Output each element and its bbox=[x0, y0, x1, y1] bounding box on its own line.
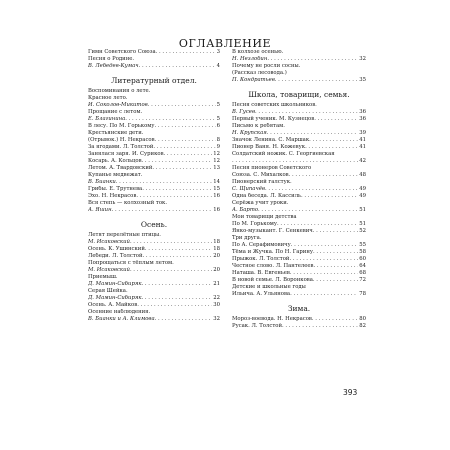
entry-title: В колхозе осенью. bbox=[232, 49, 284, 55]
toc-entry bbox=[232, 316, 366, 323]
leader-dots bbox=[136, 193, 212, 200]
toc-entry bbox=[88, 63, 220, 70]
entry-title: Воспоминания о лете. bbox=[88, 88, 151, 94]
toc-line bbox=[88, 274, 220, 281]
leader-dots bbox=[137, 302, 212, 309]
entry-page-number: 22 bbox=[213, 295, 220, 301]
toc-entry bbox=[88, 151, 220, 158]
entry-page-number: 58 bbox=[359, 249, 366, 255]
leader-dots bbox=[155, 316, 213, 323]
entry-title: Приемыш. bbox=[88, 274, 118, 280]
entry-page-number: 12 bbox=[213, 151, 220, 157]
entry-title: Е. Благинина bbox=[88, 116, 126, 122]
entry-title: Песня советских школьников. bbox=[232, 102, 317, 108]
toc-entry bbox=[232, 228, 366, 235]
leader-dots bbox=[139, 63, 216, 70]
entry-title: Д. Мамин-Сибиряк bbox=[88, 295, 142, 301]
entry-title: Песня пионеров Советского bbox=[232, 165, 312, 171]
entry-title: Эхо. Н. Некрасов bbox=[88, 193, 137, 199]
leader-dots bbox=[125, 116, 215, 123]
entry-page-number: 51 bbox=[359, 207, 366, 213]
leader-dots bbox=[290, 270, 358, 277]
entry-title: Грибы. Е. Трутнева bbox=[88, 186, 143, 192]
entry-title: В. Бианки и А. Климова bbox=[88, 316, 155, 322]
entry-title: Янко-музыкант. Г. Сенкевич bbox=[232, 228, 313, 234]
spacer bbox=[88, 70, 220, 73]
toc-entry bbox=[232, 186, 366, 193]
leader-dots bbox=[116, 179, 212, 186]
leader-dots bbox=[142, 158, 213, 165]
toc-line bbox=[232, 165, 366, 172]
section-heading: Осень. bbox=[140, 220, 168, 229]
toc-entry bbox=[88, 158, 220, 165]
entry-title: Н. Крупская bbox=[232, 130, 267, 136]
toc-line bbox=[232, 63, 366, 70]
entry-title: П. Кондратьев bbox=[232, 77, 275, 83]
entry-title: Пионерский галстук. bbox=[232, 179, 292, 185]
entry-page-number: 21 bbox=[213, 281, 220, 287]
toc-line bbox=[88, 200, 220, 207]
toc-entry bbox=[232, 263, 366, 270]
toc-entry bbox=[232, 256, 366, 263]
toc-line bbox=[232, 151, 366, 158]
toc-entry bbox=[232, 144, 366, 151]
entry-title: В. Бианки bbox=[88, 179, 116, 185]
leader-dots bbox=[265, 186, 358, 193]
entry-title: Осенние наблюдения. bbox=[88, 309, 151, 315]
entry-page-number: 15 bbox=[213, 186, 220, 192]
toc-line bbox=[88, 130, 220, 137]
entry-title: М. Исаковский bbox=[88, 267, 130, 273]
entry-page-number: 48 bbox=[359, 172, 366, 178]
toc-entry bbox=[88, 193, 220, 200]
leader-dots bbox=[152, 165, 212, 172]
leader-dots bbox=[314, 116, 358, 123]
entry-page-number: 6 bbox=[216, 123, 220, 129]
toc-entry bbox=[232, 270, 366, 277]
toc-line bbox=[88, 88, 220, 95]
entry-title: И. Соколов-Микитов bbox=[88, 102, 148, 108]
toc-line bbox=[232, 49, 366, 56]
entry-title: Первый ученик. М. Кузнецов bbox=[232, 116, 315, 122]
entry-title: Занялася заря. И. Суриков bbox=[88, 151, 164, 157]
leader-dots bbox=[267, 56, 358, 63]
toc-entry bbox=[232, 277, 366, 284]
leader-dots bbox=[282, 323, 358, 330]
entry-title: Письмо к ребятам. bbox=[232, 123, 285, 129]
entry-page-number: 32 bbox=[359, 56, 366, 62]
toc-line bbox=[232, 284, 366, 291]
entry-title: Серая Шейка. bbox=[88, 288, 128, 294]
entry-title: Русак. Л. Толстой bbox=[232, 323, 282, 329]
entry-page-number: 9 bbox=[216, 144, 220, 150]
leader-dots bbox=[142, 281, 213, 288]
toc-line bbox=[88, 95, 220, 102]
entry-title: Летом. А. Твардовский bbox=[88, 165, 153, 171]
entry-page-number: 36 bbox=[359, 116, 366, 122]
entry-page-number: 78 bbox=[359, 291, 366, 297]
entry-title: Крестьянские дети. bbox=[88, 130, 144, 136]
entry-title: Одна беседа. Л. Кассиль bbox=[232, 193, 301, 199]
toc-entry bbox=[232, 172, 366, 179]
leader-dots bbox=[145, 246, 212, 253]
entry-title: Наташа. В. Евгеньев bbox=[232, 270, 290, 276]
leader-dots bbox=[313, 228, 358, 235]
entry-page-number: 8 bbox=[216, 137, 220, 143]
entry-page-number: 60 bbox=[359, 256, 366, 262]
leader-dots bbox=[291, 242, 359, 249]
toc-entry bbox=[232, 221, 366, 228]
toc-entry bbox=[232, 137, 366, 144]
leader-dots bbox=[232, 158, 358, 165]
toc-entry bbox=[232, 130, 366, 137]
entry-title: Вся степь — колхозный ток. bbox=[88, 200, 167, 206]
entry-page-number: 49 bbox=[359, 193, 366, 199]
entry-page-number: 36 bbox=[359, 109, 366, 115]
toc-line bbox=[88, 172, 220, 179]
leader-dots bbox=[156, 49, 216, 56]
entry-page-number: 20 bbox=[213, 267, 220, 273]
entry-title: Прощание с летом. bbox=[88, 109, 143, 115]
entry-title: Красное лето. bbox=[88, 95, 128, 101]
toc-left-column bbox=[88, 49, 220, 323]
entry-title: Н. Незлобин bbox=[232, 56, 268, 62]
leader-dots bbox=[313, 249, 358, 256]
entry-title: Детские и школьные годы bbox=[232, 284, 306, 290]
entry-page-number: 14 bbox=[213, 179, 220, 185]
toc-line bbox=[232, 200, 366, 207]
leader-dots bbox=[164, 151, 213, 158]
entry-page-number: 41 bbox=[359, 144, 366, 150]
entry-title: В новой семье. Л. Воронкова bbox=[232, 277, 313, 283]
entry-title: (Рассказ лесовода.) bbox=[232, 70, 287, 76]
leader-dots bbox=[153, 144, 215, 151]
entry-title: Гимн Советского Союза bbox=[88, 49, 156, 55]
toc-entry bbox=[88, 295, 220, 302]
entry-page-number: 30 bbox=[213, 302, 220, 308]
entry-page-number: 72 bbox=[359, 277, 366, 283]
toc-entry bbox=[232, 291, 366, 298]
entry-title: Честное слово. Л. Пантелеев bbox=[232, 263, 314, 269]
spacer bbox=[232, 84, 366, 87]
leader-dots bbox=[143, 253, 213, 260]
toc-entry bbox=[88, 179, 220, 186]
section-heading: Школа, товарищи, семья. bbox=[248, 90, 350, 99]
leader-dots bbox=[142, 186, 212, 193]
page-number: 393 bbox=[343, 388, 358, 397]
toc-entry bbox=[88, 281, 220, 288]
entry-page-number: 49 bbox=[359, 186, 366, 192]
toc-entry bbox=[232, 158, 366, 165]
leader-dots bbox=[148, 102, 216, 109]
entry-title: Д. Мамин-Сибиряк bbox=[88, 281, 142, 287]
leader-dots bbox=[301, 193, 358, 200]
entry-title: Лебеди. Л. Толстой bbox=[88, 253, 143, 259]
entry-page-number: 20 bbox=[213, 253, 220, 259]
toc-line bbox=[232, 214, 366, 221]
entry-page-number: 18 bbox=[213, 246, 220, 252]
entry-title: Купанье медвежат. bbox=[88, 172, 143, 178]
leader-dots bbox=[275, 77, 358, 84]
leader-dots bbox=[112, 207, 213, 214]
entry-title: Косарь. А. Кольцов bbox=[88, 158, 142, 164]
toc-entry bbox=[88, 123, 220, 130]
toc-line bbox=[88, 288, 220, 295]
section-heading: Литературный отдел. bbox=[111, 76, 197, 85]
toc-line bbox=[88, 109, 220, 116]
toc-line bbox=[88, 232, 220, 239]
entry-title: Союза. С. Михалков bbox=[232, 172, 289, 178]
toc-entry bbox=[232, 207, 366, 214]
toc-line bbox=[232, 179, 366, 186]
entry-title: Три друга. bbox=[232, 235, 262, 241]
entry-title: Солдатский ножик. С. Георгиевская bbox=[232, 151, 335, 157]
toc-entry bbox=[88, 144, 220, 151]
toc-entry bbox=[88, 253, 220, 260]
toc-line bbox=[88, 309, 220, 316]
entry-title: Мороз-воевода. Н. Некрасов bbox=[232, 316, 312, 322]
entry-title: М. Исаковский bbox=[88, 239, 130, 245]
entry-title: Осень. К. Ушинский bbox=[88, 246, 145, 252]
entry-page-number: 51 bbox=[359, 221, 366, 227]
leader-dots bbox=[290, 291, 358, 298]
entry-page-number: 68 bbox=[359, 270, 366, 276]
entry-page-number: 16 bbox=[213, 193, 220, 199]
toc-entry bbox=[88, 207, 220, 214]
entry-page-number: 80 bbox=[359, 316, 366, 322]
entry-page-number: 18 bbox=[213, 239, 220, 245]
toc-entry bbox=[88, 165, 220, 172]
entry-title: Ильича. А. Ульянова bbox=[232, 291, 291, 297]
leader-dots bbox=[289, 172, 359, 179]
entry-page-number: 35 bbox=[359, 77, 366, 83]
toc-entry bbox=[88, 246, 220, 253]
entry-page-number: 12 bbox=[213, 158, 220, 164]
leader-dots bbox=[313, 277, 358, 284]
entry-page-number: 32 bbox=[213, 316, 220, 322]
toc-right-column bbox=[232, 49, 366, 330]
leader-dots bbox=[258, 207, 358, 214]
toc-entry bbox=[88, 267, 220, 274]
section-heading: Зима. bbox=[287, 304, 311, 313]
toc-line bbox=[232, 235, 366, 242]
entry-title: Попрощаться с тёплым летом. bbox=[88, 260, 174, 266]
leader-dots bbox=[305, 144, 358, 151]
page-title: ОГЛАВЛЕНИЕ bbox=[178, 37, 272, 50]
entry-title: За ягодами. Л. Толстой bbox=[88, 144, 154, 150]
toc-entry bbox=[88, 102, 220, 109]
entry-page-number: 5 bbox=[216, 116, 220, 122]
leader-dots bbox=[289, 256, 358, 263]
entry-title: Песня о Родине. bbox=[88, 56, 135, 62]
toc-entry bbox=[88, 186, 220, 193]
toc-entry bbox=[88, 116, 220, 123]
spacer bbox=[88, 214, 220, 217]
entry-page-number: 4 bbox=[216, 63, 220, 69]
toc-line bbox=[232, 102, 366, 109]
entry-page-number: 55 bbox=[359, 242, 366, 248]
entry-title: В. Лебедев-Кумач bbox=[88, 63, 139, 69]
entry-title: (Отрывок.) Н. Некрасов bbox=[88, 137, 155, 143]
entry-page-number: 13 bbox=[213, 165, 220, 171]
entry-title: Прыжок. Л. Толстой bbox=[232, 256, 290, 262]
leader-dots bbox=[309, 137, 358, 144]
entry-title: Осень. А. Майков bbox=[88, 302, 138, 308]
entry-title: Значок Ленина. С. Маршак bbox=[232, 137, 310, 143]
leader-dots bbox=[142, 295, 213, 302]
leader-dots bbox=[155, 137, 216, 144]
toc-line bbox=[88, 56, 220, 63]
toc-entry bbox=[88, 316, 220, 323]
toc-entry bbox=[232, 116, 366, 123]
entry-title: Тёма и Жучка. По Н. Гарину bbox=[232, 249, 313, 255]
leader-dots bbox=[155, 123, 216, 130]
entry-page-number: 5 bbox=[216, 102, 220, 108]
entry-page-number: 3 bbox=[216, 49, 220, 55]
entry-title: Серёжа учит уроки. bbox=[232, 200, 289, 206]
toc-line bbox=[232, 123, 366, 130]
entry-page-number: 16 bbox=[213, 207, 220, 213]
entry-title: В. Гусев bbox=[232, 109, 256, 115]
entry-title: Летят перелётные птицы. bbox=[88, 232, 161, 238]
entry-title: По А. Серафимовичу bbox=[232, 242, 291, 248]
toc-line bbox=[88, 260, 220, 267]
toc-entry bbox=[232, 56, 366, 63]
leader-dots bbox=[277, 221, 358, 228]
entry-title: Пионер Ваня. Н. Кожевук bbox=[232, 144, 306, 150]
leader-dots bbox=[130, 267, 212, 274]
spacer bbox=[232, 298, 366, 301]
entry-page-number: 42 bbox=[359, 158, 366, 164]
entry-title: Почему не росли сосны. bbox=[232, 63, 301, 69]
toc-entry bbox=[232, 242, 366, 249]
toc-entry bbox=[232, 77, 366, 84]
entry-title: В лесу. По М. Горькому bbox=[88, 123, 155, 129]
toc-entry bbox=[88, 137, 220, 144]
entry-title: А. Яшин bbox=[88, 207, 112, 213]
toc-entry bbox=[232, 193, 366, 200]
toc-entry bbox=[232, 323, 366, 330]
toc-entry bbox=[88, 302, 220, 309]
leader-dots bbox=[267, 130, 358, 137]
entry-title: Мои товарищи детства bbox=[232, 214, 297, 220]
entry-title: По М. Горькому bbox=[232, 221, 277, 227]
leader-dots bbox=[255, 109, 358, 116]
toc-entry bbox=[88, 49, 220, 56]
entry-page-number: 64 bbox=[359, 263, 366, 269]
leader-dots bbox=[312, 316, 358, 323]
toc-entry bbox=[232, 249, 366, 256]
toc-entry bbox=[88, 239, 220, 246]
entry-page-number: 39 bbox=[359, 130, 366, 136]
entry-page-number: 82 bbox=[359, 323, 366, 329]
leader-dots bbox=[130, 239, 212, 246]
entry-page-number: 41 bbox=[359, 137, 366, 143]
entry-page-number: 52 bbox=[359, 228, 366, 234]
toc-line bbox=[232, 70, 366, 77]
leader-dots bbox=[314, 263, 359, 270]
entry-title: А. Барто bbox=[232, 207, 259, 213]
toc-entry bbox=[232, 109, 366, 116]
entry-title: С. Щипачёв bbox=[232, 186, 265, 192]
